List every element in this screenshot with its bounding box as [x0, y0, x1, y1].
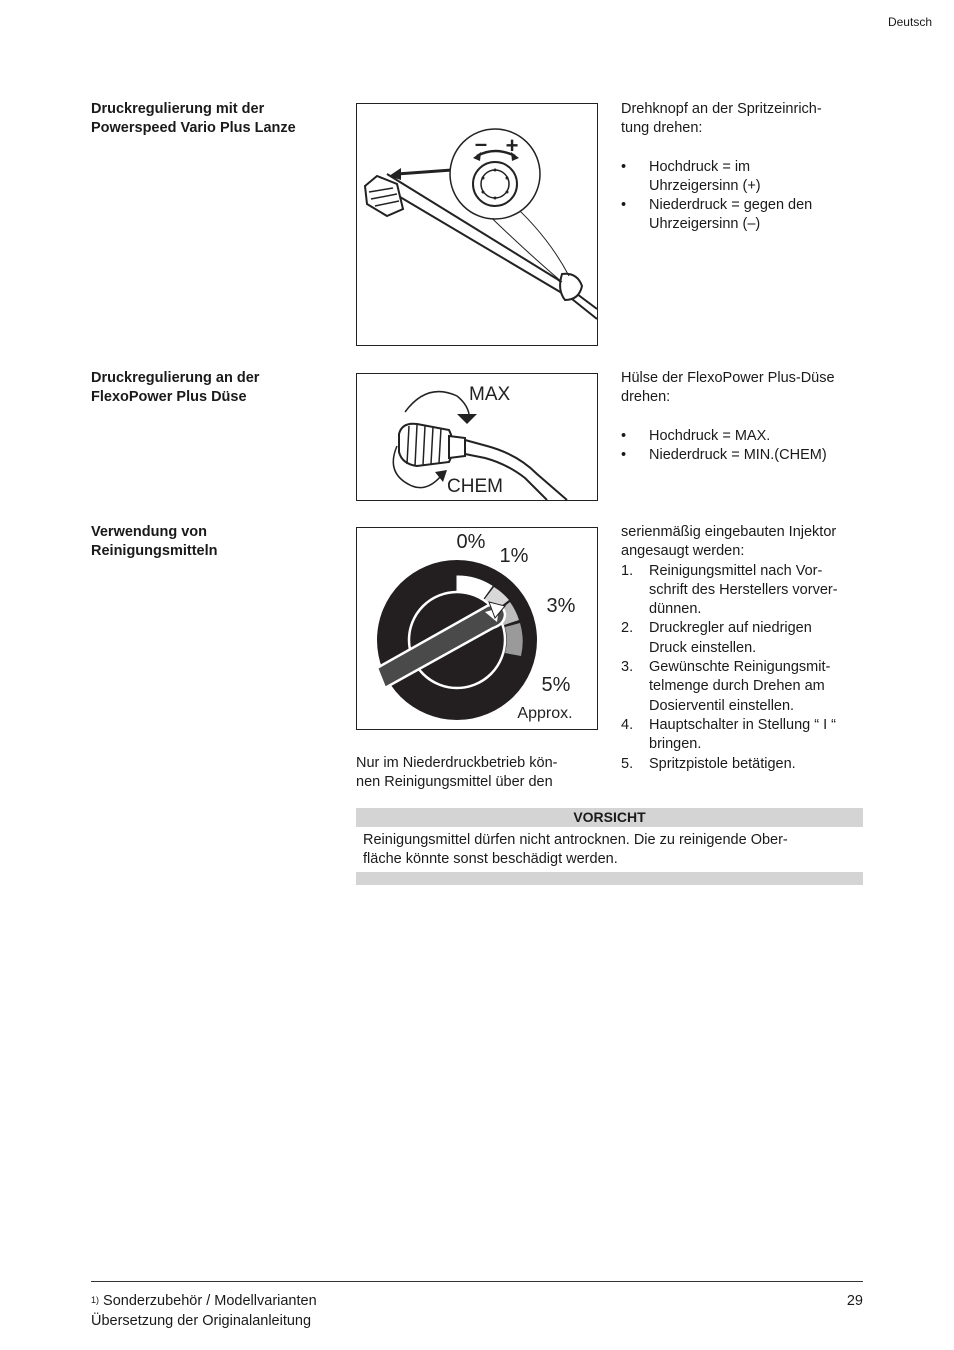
list-item: • Hochdruck = MAX.	[621, 427, 866, 446]
note-line: Nur im Niederdruckbetrieb kön-	[356, 755, 558, 771]
heading-line: FlexoPower Plus Düse	[91, 389, 247, 405]
footer-divider	[91, 1281, 863, 1282]
footnote-text: Sonderzubehör / Modellvarianten	[103, 1293, 317, 1309]
bullet-mark: •	[621, 158, 627, 175]
list-item: • Hochdruck = im Uhrzeigersinn (+)	[621, 158, 761, 194]
section-heading-detergent	[91, 523, 341, 561]
heading-line: Druckregulierung mit der	[91, 101, 265, 117]
intro-line: Drehknopf an der Spritzeinrich-	[621, 101, 822, 117]
heading-line: Reinigungsmitteln	[91, 543, 218, 559]
list-item: 1. Reinigungsmittel nach Vor- schrift des Herstellers vorver- dünnen.	[621, 562, 838, 618]
step-number: 5.	[621, 755, 634, 772]
section-heading-lance	[91, 100, 341, 138]
heading-line: Druckregulierung an der	[91, 370, 260, 386]
section-heading-flexopower	[91, 369, 341, 407]
lance-illustration	[357, 104, 597, 345]
warning-text	[363, 831, 843, 870]
section-text-lance	[621, 100, 866, 235]
figure-dosing-valve	[356, 527, 598, 730]
intro-line: angesaugt werden:	[621, 543, 745, 560]
warning-line: Reinigungsmittel dürfen nicht antrocknen. Die zu reinigende Ober-	[363, 832, 788, 848]
list-item: 5. Spritzpistole betätigen.	[621, 755, 866, 774]
intro-line: tung drehen:	[621, 120, 703, 137]
step-number: 3.	[621, 659, 634, 676]
plus-label: +	[505, 133, 519, 158]
list-item: 2. Druckregler auf niedrigen Druck einstellen.	[621, 620, 812, 656]
note-line: nen Reinigungsmittel über den	[356, 774, 553, 791]
label-5-percent: 5%	[541, 674, 571, 696]
intro-line: serienmäßig eingebauten Injektor	[621, 524, 837, 540]
chem-label: CHEM	[447, 476, 503, 497]
bullet-list	[621, 158, 866, 235]
heading-line: Verwendung von	[91, 524, 208, 540]
list-item: • Niederdruck = gegen den Uhrzeigersinn (–)	[621, 197, 813, 233]
list-item: 4. Hauptschalter in Stellung “ I “ bringen.	[621, 716, 836, 753]
list-item: • Niederdruck = MIN.(CHEM)	[621, 446, 866, 465]
bullet-mark: •	[621, 427, 627, 444]
step-number: 4.	[621, 716, 634, 733]
bullet-mark: •	[621, 446, 627, 463]
nozzle-illustration	[357, 374, 597, 500]
footnote-mark: 1)	[91, 1295, 100, 1305]
low-pressure-note	[356, 754, 591, 793]
intro-line: drehen:	[621, 389, 671, 406]
heading-line: Powerspeed Vario Plus Lanze	[91, 120, 296, 136]
minus-label: –	[474, 131, 488, 156]
footnote	[91, 1291, 317, 1311]
list-item: 3. Gewünschte Reinigungsmit- telmenge durch Drehen am Dosierventil einstellen.	[621, 659, 831, 714]
label-1-percent: 1%	[499, 545, 529, 567]
dosing-dial-illustration	[357, 528, 597, 729]
warning-footer-bar	[356, 872, 863, 885]
page-number: 29	[846, 1293, 863, 1309]
step-number: 2.	[621, 620, 634, 637]
figure-vario-lance	[356, 103, 598, 346]
section-text-detergent	[621, 523, 866, 774]
bullet-list	[621, 427, 866, 466]
warning-title: VORSICHT	[356, 808, 863, 827]
document-subtitle: Übersetzung der Originalanleitung	[91, 1313, 312, 1329]
intro-line: Hülse der FlexoPower Plus-Düse	[621, 370, 835, 386]
step-number: 1.	[621, 562, 634, 579]
warning-line: fläche könnte sonst beschädigt werden.	[363, 851, 618, 868]
approx-label: Approx.	[517, 705, 573, 722]
language-label: Deutsch	[887, 15, 932, 29]
label-0-percent: 0%	[456, 531, 486, 553]
steps-list	[621, 562, 866, 774]
bullet-mark: •	[621, 197, 627, 214]
figure-flexopower-nozzle	[356, 373, 598, 501]
max-label: MAX	[469, 384, 511, 405]
section-text-flexopower	[621, 369, 866, 465]
label-3-percent: 3%	[546, 595, 576, 617]
